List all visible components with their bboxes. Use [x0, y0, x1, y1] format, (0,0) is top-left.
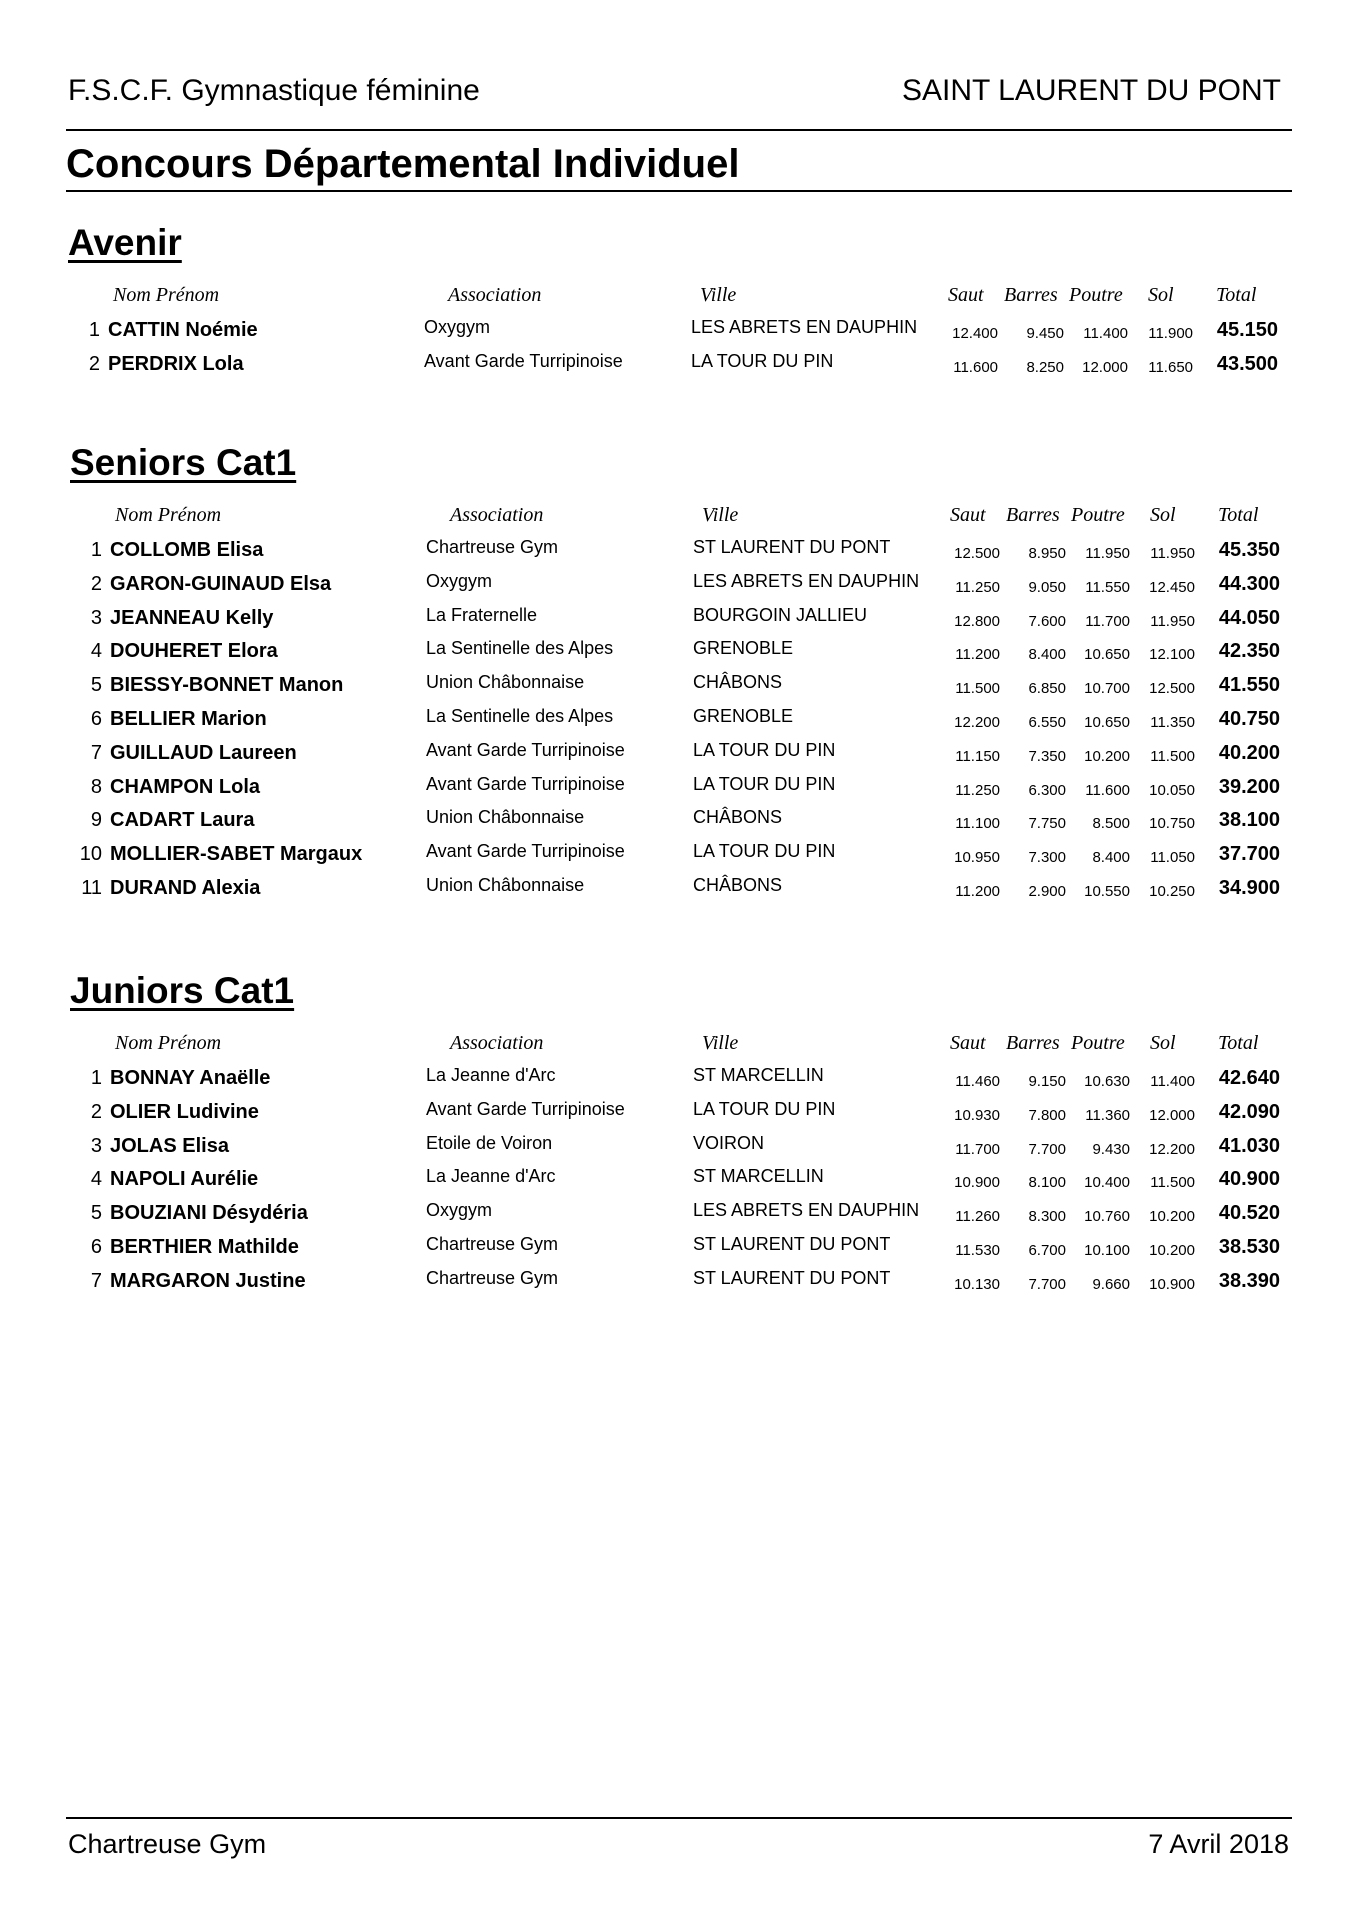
cell-poutre: 10.760 [1084, 1208, 1130, 1226]
cell-rank: 5 [90, 1202, 102, 1225]
cell-name: PERDRIX Lola [108, 352, 244, 375]
cell-barres: 6.300 [1028, 781, 1066, 799]
cell-ville: ST LAURENT DU PONT [693, 1267, 891, 1288]
cell-saut: 12.500 [954, 545, 1000, 562]
cell-saut: 11.600 [953, 358, 998, 376]
column-header-sol: Sol [1148, 284, 1174, 306]
cell-poutre: 11.400 [1083, 325, 1128, 342]
cell-poutre: 10.200 [1084, 747, 1130, 765]
column-header-association: Association [448, 284, 542, 306]
header-location: SAINT LAURENT DU PONT [902, 74, 1281, 107]
cell-name: DOUHERET Elora [110, 640, 278, 663]
column-header-name: Nom Prénom [113, 284, 220, 306]
cell-association: Avant Garde Turripinoise [426, 773, 625, 794]
cell-ville: GRENOBLE [693, 706, 794, 726]
cell-poutre: 10.630 [1084, 1073, 1130, 1090]
cell-barres: 6.700 [1028, 1242, 1066, 1259]
cell-poutre: 10.400 [1084, 1174, 1130, 1192]
table-row [0, 1131, 1357, 1165]
cell-poutre: 10.100 [1084, 1242, 1130, 1259]
cell-name: BOUZIANI Désydéria [110, 1202, 308, 1225]
cell-poutre: 10.650 [1084, 646, 1130, 664]
cell-total: 40.200 [1218, 741, 1280, 764]
cell-barres: 9.450 [1026, 325, 1064, 342]
column-header-ville: Ville [702, 504, 739, 526]
cell-ville: BOURGOIN JALLIEU [693, 604, 868, 625]
cell-total: 42.090 [1218, 1100, 1280, 1123]
cell-total: 41.550 [1218, 674, 1280, 697]
table-row [0, 1198, 1357, 1232]
cell-barres: 7.600 [1028, 612, 1066, 630]
cell-total: 34.900 [1218, 877, 1280, 899]
cell-ville: VOIRON [693, 1132, 765, 1153]
table-row [0, 349, 1357, 383]
cell-poutre: 8.500 [1092, 815, 1130, 833]
table-row [0, 772, 1357, 806]
column-header-sol: Sol [1150, 504, 1176, 526]
table-row [0, 535, 1357, 569]
cell-rank: 8 [90, 775, 102, 798]
cell-total: 44.300 [1218, 572, 1280, 595]
header-divider [66, 129, 1292, 131]
cell-rank: 4 [90, 1168, 102, 1191]
cell-ville: LA TOUR DU PIN [693, 773, 836, 794]
cell-barres: 8.950 [1028, 545, 1066, 562]
cell-sol: 12.200 [1149, 1140, 1195, 1158]
column-header-name: Nom Prénom [115, 1032, 222, 1054]
column-header-ville: Ville [702, 1032, 739, 1054]
cell-association: La Jeanne d'Arc [426, 1065, 556, 1085]
cell-ville: ST MARCELLIN [693, 1065, 824, 1085]
cell-ville: LES ABRETS EN DAUPHIN [693, 1200, 920, 1221]
cell-rank: 10 [79, 843, 102, 866]
section-title: Juniors Cat1 [70, 970, 295, 1011]
column-header-association: Association [450, 1032, 544, 1054]
cell-name: GARON-GUINAUD Elsa [110, 572, 332, 595]
column-header-sol: Sol [1150, 1032, 1176, 1054]
cell-rank: 1 [90, 539, 102, 561]
cell-barres: 8.100 [1028, 1174, 1066, 1192]
cell-name: JOLAS Elisa [110, 1134, 229, 1157]
cell-rank: 6 [90, 1236, 102, 1258]
cell-sol: 12.500 [1149, 680, 1195, 698]
column-header-poutre: Poutre [1069, 284, 1123, 306]
cell-association: La Sentinelle des Alpes [426, 706, 614, 726]
table-row [0, 1097, 1357, 1131]
cell-barres: 8.250 [1026, 358, 1064, 376]
table-row [0, 738, 1357, 772]
cell-rank: 9 [90, 809, 102, 832]
cell-total: 40.750 [1218, 708, 1280, 730]
cell-sol: 11.400 [1150, 1073, 1195, 1090]
cell-sol: 10.200 [1149, 1208, 1195, 1226]
cell-barres: 7.800 [1028, 1106, 1066, 1124]
cell-name: OLIER Ludivine [110, 1100, 259, 1123]
column-header-poutre: Poutre [1071, 504, 1125, 526]
cell-poutre: 9.430 [1092, 1140, 1130, 1158]
table-row [0, 636, 1357, 670]
cell-rank: 7 [90, 1269, 102, 1292]
cell-name: MARGARON Justine [110, 1269, 306, 1292]
table-row [0, 1164, 1357, 1198]
column-header-total: Total [1218, 504, 1259, 526]
column-header-barres: Barres [1004, 284, 1058, 306]
title-divider [66, 190, 1292, 192]
cell-total: 45.350 [1218, 539, 1280, 561]
column-header-association: Association [450, 504, 544, 526]
table-row [0, 805, 1357, 839]
cell-sol: 11.350 [1150, 714, 1195, 731]
cell-barres: 8.400 [1028, 646, 1066, 664]
table-row [0, 315, 1357, 349]
cell-name: CADART Laura [110, 809, 255, 832]
cell-barres: 6.550 [1028, 714, 1066, 731]
cell-sol: 12.450 [1149, 578, 1195, 596]
cell-sol: 11.900 [1148, 325, 1193, 342]
cell-saut: 11.500 [955, 680, 1000, 698]
cell-saut: 11.260 [955, 1208, 1000, 1226]
footer-divider [66, 1817, 1292, 1819]
table-row [0, 839, 1357, 873]
cell-association: Chartreuse Gym [426, 1234, 559, 1254]
cell-sol: 10.050 [1149, 781, 1195, 799]
cell-saut: 10.950 [954, 849, 1000, 867]
cell-barres: 7.700 [1028, 1140, 1066, 1158]
cell-ville: LES ABRETS EN DAUPHIN [691, 317, 918, 337]
cell-association: Avant Garde Turripinoise [426, 739, 625, 760]
cell-association: Oxygym [426, 570, 493, 591]
cell-association: La Jeanne d'Arc [426, 1166, 556, 1187]
cell-poutre: 12.000 [1082, 358, 1128, 376]
column-header-total: Total [1216, 284, 1257, 306]
cell-poutre: 9.660 [1092, 1275, 1130, 1293]
cell-association: Oxygym [424, 317, 491, 337]
cell-total: 38.530 [1218, 1236, 1280, 1258]
cell-association: Union Châbonnaise [426, 875, 585, 895]
cell-total: 38.100 [1218, 809, 1280, 832]
cell-ville: ST LAURENT DU PONT [693, 1234, 891, 1254]
cell-name: JEANNEAU Kelly [110, 606, 274, 629]
cell-name: GUILLAUD Laureen [110, 741, 297, 764]
cell-sol: 11.500 [1150, 1174, 1195, 1192]
cell-barres: 7.700 [1028, 1275, 1066, 1293]
cell-association: Avant Garde Turripinoise [426, 1098, 625, 1119]
cell-name: COLLOMB Elisa [110, 539, 264, 561]
cell-ville: LA TOUR DU PIN [693, 1098, 836, 1119]
cell-name: MOLLIER-SABET Margaux [110, 843, 363, 866]
cell-association: Union Châbonnaise [426, 672, 585, 693]
cell-association: Chartreuse Gym [426, 1267, 559, 1288]
cell-sol: 11.650 [1148, 358, 1193, 376]
cell-rank: 11 [81, 877, 102, 899]
cell-total: 39.200 [1218, 775, 1280, 798]
column-header-saut: Saut [948, 284, 984, 306]
cell-rank: 7 [90, 741, 102, 764]
cell-total: 42.640 [1218, 1067, 1280, 1089]
cell-ville: LA TOUR DU PIN [691, 350, 834, 371]
cell-total: 42.350 [1218, 640, 1280, 663]
cell-saut: 11.700 [955, 1140, 1000, 1158]
cell-rank: 4 [90, 640, 102, 663]
cell-total: 41.030 [1218, 1134, 1280, 1157]
page-title: Concours Départemental Individuel [66, 142, 740, 186]
cell-saut: 10.130 [954, 1275, 1000, 1293]
cell-saut: 11.250 [955, 781, 1000, 799]
cell-barres: 8.300 [1028, 1208, 1066, 1226]
cell-sol: 10.200 [1149, 1242, 1195, 1259]
table-row [0, 1063, 1357, 1097]
table-row [0, 603, 1357, 637]
cell-ville: LES ABRETS EN DAUPHIN [693, 570, 920, 591]
section-title: Seniors Cat1 [70, 442, 297, 483]
cell-rank: 1 [88, 319, 100, 341]
cell-saut: 11.200 [955, 883, 1000, 900]
cell-saut: 10.900 [954, 1174, 1000, 1192]
cell-saut: 11.100 [955, 815, 1000, 833]
cell-total: 40.900 [1218, 1168, 1280, 1191]
column-header-ville: Ville [700, 284, 737, 306]
cell-saut: 11.250 [955, 578, 1000, 596]
cell-sol: 11.950 [1150, 545, 1195, 562]
cell-name: BONNAY Anaëlle [110, 1067, 271, 1089]
cell-rank: 6 [90, 708, 102, 730]
column-header-name: Nom Prénom [115, 504, 222, 526]
table-row [0, 873, 1357, 907]
cell-poutre: 10.550 [1084, 883, 1130, 900]
cell-saut: 11.460 [955, 1073, 1000, 1090]
cell-sol: 12.100 [1149, 646, 1195, 664]
cell-association: Etoile de Voiron [426, 1132, 553, 1153]
cell-saut: 12.800 [954, 612, 1000, 630]
cell-poutre: 11.550 [1085, 578, 1130, 596]
cell-rank: 3 [90, 606, 102, 629]
cell-ville: ST MARCELLIN [693, 1166, 824, 1187]
cell-poutre: 11.950 [1085, 545, 1130, 562]
cell-sol: 11.050 [1150, 849, 1195, 867]
table-row [0, 704, 1357, 738]
table-row [0, 670, 1357, 704]
cell-poutre: 10.650 [1084, 714, 1130, 731]
cell-barres: 7.750 [1028, 815, 1066, 833]
cell-association: Union Châbonnaise [426, 807, 585, 828]
cell-sol: 10.900 [1149, 1275, 1195, 1293]
column-header-saut: Saut [950, 504, 986, 526]
column-header-poutre: Poutre [1071, 1032, 1125, 1054]
cell-saut: 12.400 [952, 325, 998, 342]
table-row [0, 569, 1357, 603]
cell-barres: 7.350 [1028, 747, 1066, 765]
cell-sol: 11.950 [1150, 612, 1195, 630]
cell-rank: 3 [90, 1134, 102, 1157]
cell-total: 37.700 [1218, 843, 1280, 866]
table-row [0, 1266, 1357, 1300]
cell-saut: 11.150 [955, 747, 1000, 765]
cell-saut: 12.200 [954, 714, 1000, 731]
cell-poutre: 11.700 [1085, 612, 1130, 630]
cell-rank: 5 [90, 674, 102, 697]
cell-name: BIESSY-BONNET Manon [110, 674, 344, 697]
cell-barres: 9.050 [1028, 578, 1066, 596]
cell-barres: 9.150 [1028, 1073, 1066, 1090]
column-header-barres: Barres [1006, 1032, 1060, 1054]
cell-ville: LA TOUR DU PIN [693, 739, 836, 760]
cell-rank: 1 [90, 1067, 102, 1089]
cell-saut: 11.530 [955, 1242, 1000, 1259]
column-header-total: Total [1218, 1032, 1259, 1054]
cell-association: Avant Garde Turripinoise [426, 841, 625, 862]
header-organization: F.S.C.F. Gymnastique féminine [68, 74, 480, 107]
cell-total: 40.520 [1218, 1202, 1280, 1225]
section-title: Avenir [68, 222, 182, 263]
cell-rank: 2 [90, 572, 102, 595]
cell-total: 43.500 [1216, 352, 1278, 375]
cell-sol: 11.500 [1150, 747, 1195, 765]
cell-association: Chartreuse Gym [426, 537, 559, 557]
cell-poutre: 11.600 [1085, 781, 1130, 799]
cell-ville: CHÂBONS [693, 807, 783, 828]
cell-name: DURAND Alexia [110, 877, 261, 899]
cell-name: CHAMPON Lola [110, 775, 260, 798]
cell-association: La Fraternelle [426, 604, 538, 625]
cell-poutre: 10.700 [1084, 680, 1130, 698]
cell-saut: 10.930 [954, 1106, 1000, 1124]
footer-club: Chartreuse Gym [68, 1829, 267, 1859]
table-row [0, 1232, 1357, 1266]
cell-sol: 10.750 [1149, 815, 1195, 833]
cell-name: CATTIN Noémie [108, 319, 258, 341]
cell-ville: LA TOUR DU PIN [693, 841, 836, 862]
cell-name: BELLIER Marion [110, 708, 267, 730]
cell-saut: 11.200 [955, 646, 1000, 664]
cell-association: Avant Garde Turripinoise [424, 350, 623, 371]
cell-barres: 7.300 [1028, 849, 1066, 867]
cell-association: Oxygym [426, 1200, 493, 1221]
cell-total: 44.050 [1218, 606, 1280, 629]
column-header-saut: Saut [950, 1032, 986, 1054]
cell-sol: 10.250 [1149, 883, 1195, 900]
column-header-barres: Barres [1006, 504, 1060, 526]
cell-association: La Sentinelle des Alpes [426, 638, 614, 659]
cell-ville: CHÂBONS [693, 672, 783, 693]
cell-name: NAPOLI Aurélie [110, 1168, 259, 1191]
cell-ville: GRENOBLE [693, 638, 794, 659]
footer-date: 7 Avril 2018 [1148, 1829, 1289, 1859]
cell-rank: 2 [90, 1100, 102, 1123]
cell-total: 45.150 [1216, 319, 1278, 341]
cell-poutre: 8.400 [1092, 849, 1130, 867]
cell-barres: 2.900 [1028, 883, 1066, 900]
cell-ville: ST LAURENT DU PONT [693, 537, 891, 557]
cell-rank: 2 [88, 352, 100, 375]
cell-name: BERTHIER Mathilde [110, 1236, 299, 1258]
cell-sol: 12.000 [1149, 1106, 1195, 1124]
cell-poutre: 11.360 [1085, 1106, 1130, 1124]
cell-total: 38.390 [1218, 1269, 1280, 1292]
cell-ville: CHÂBONS [693, 875, 783, 895]
cell-barres: 6.850 [1028, 680, 1066, 698]
